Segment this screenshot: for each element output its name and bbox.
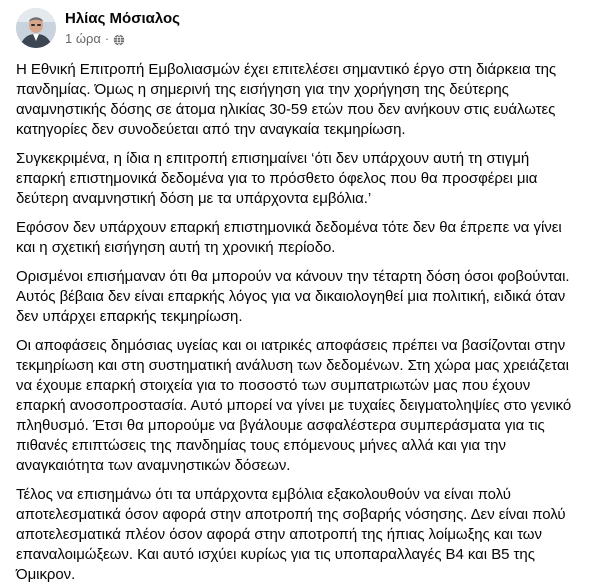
post-meta	[65, 8, 180, 47]
avatar[interactable]	[16, 8, 56, 48]
post-header	[16, 0, 581, 52]
post-paragraph: Συγκεκριμένα, η ίδια η επιτροπή επισημαίνει ‘ότι δεν υπάρχουν αυτή τη στιγμή επαρκή επιστημονικά δεδομένα για το πρόσθετο όφελος που θα προσφέρει μια δεύτερη αναμνηστική δόση με τα υπάρχοντα εμβόλια.’	[16, 150, 538, 207]
post-timestamp[interactable]: 1 ώρα	[65, 31, 101, 46]
post-body	[16, 60, 581, 585]
avatar-photo	[16, 8, 56, 48]
post-paragraph: Οι αποφάσεις δημόσιας υγείας και οι ιατρικές αποφάσεις πρέπει να βασίζονται στην τεκμηρίωση και στη συστηματική ανάλυση των δεδομένων. Στη χώρα μας χρειάζεται να έχουμε επαρκή στοιχεία για το ποσοστό των συμπατριωτών μας που έχουν επαρκή ανοσοπροστασία. Αυτό μπορεί να γίνει με τυχαίες δειγματοληψίες στο γενικό πληθυσμό. Έτσι θα μπορούμε να βγάλουμε ασφαλέστερα συμπεράσματα για τις πιθανές επιπτώσεις της πανδημίας τους επόμενους μήνες αλλά και για την αναγκαιότητα των αναμνηστικών δόσεων.	[16, 337, 572, 474]
post-subline	[65, 30, 180, 47]
post-paragraph: Ορισμένοι επισήμαναν ότι θα μπορούν να κάνουν την τέταρτη δόση όσοι φοβούνται. Αυτός βέβαια δεν είναι επαρκής λόγος για να δικαιολογηθεί μια πολιτική, ειδικά όταν δεν υπάρχει επαρκής τεκμηρίωση.	[16, 268, 570, 325]
post-paragraph: Η Εθνική Επιτροπή Εμβολιασμών έχει επιτελέσει σημαντικό έργο στη διάρκεια της πανδημίας. Όμως η σημερινή της εισήγηση για την χορήγηση της δεύτερης αναμνηστικής δόσης σε άτομα ηλικίας 30-59 ετών που δεν ανήκουν στις ευάλωτες κατηγορίες δεν συνοδεύεται από την αναγκαία τεκμηρίωση.	[16, 61, 557, 138]
globe-icon[interactable]	[113, 33, 125, 45]
author-name[interactable]: Ηλίας Μόσιαλος	[65, 10, 180, 27]
post-paragraph: Τέλος να επισημάνω ότι τα υπάρχοντα εμβόλια εξακολουθούν να είναι πολύ αποτελεσματικά όσον αφορά στην αποτροπή της σοβαρής νόσησης. Δεν είναι πολύ αποτελεσματικά πλέον όσον αφορά στην αποτροπή της ήπιας λοίμωξης και των επαναλοιμώξεων. Και αυτό ισχύει κυρίως για τις υποπαραλλαγές Β4 και Β5 της Όμικρον.	[16, 486, 566, 583]
post-paragraph: Εφόσον δεν υπάρχουν επαρκή επιστημονικά δεδομένα τότε δεν θα έπρεπε να γίνει και η σχετική εισήγηση αυτή τη χρονική περίοδο.	[16, 219, 562, 256]
separator-dot: ·	[104, 31, 110, 46]
